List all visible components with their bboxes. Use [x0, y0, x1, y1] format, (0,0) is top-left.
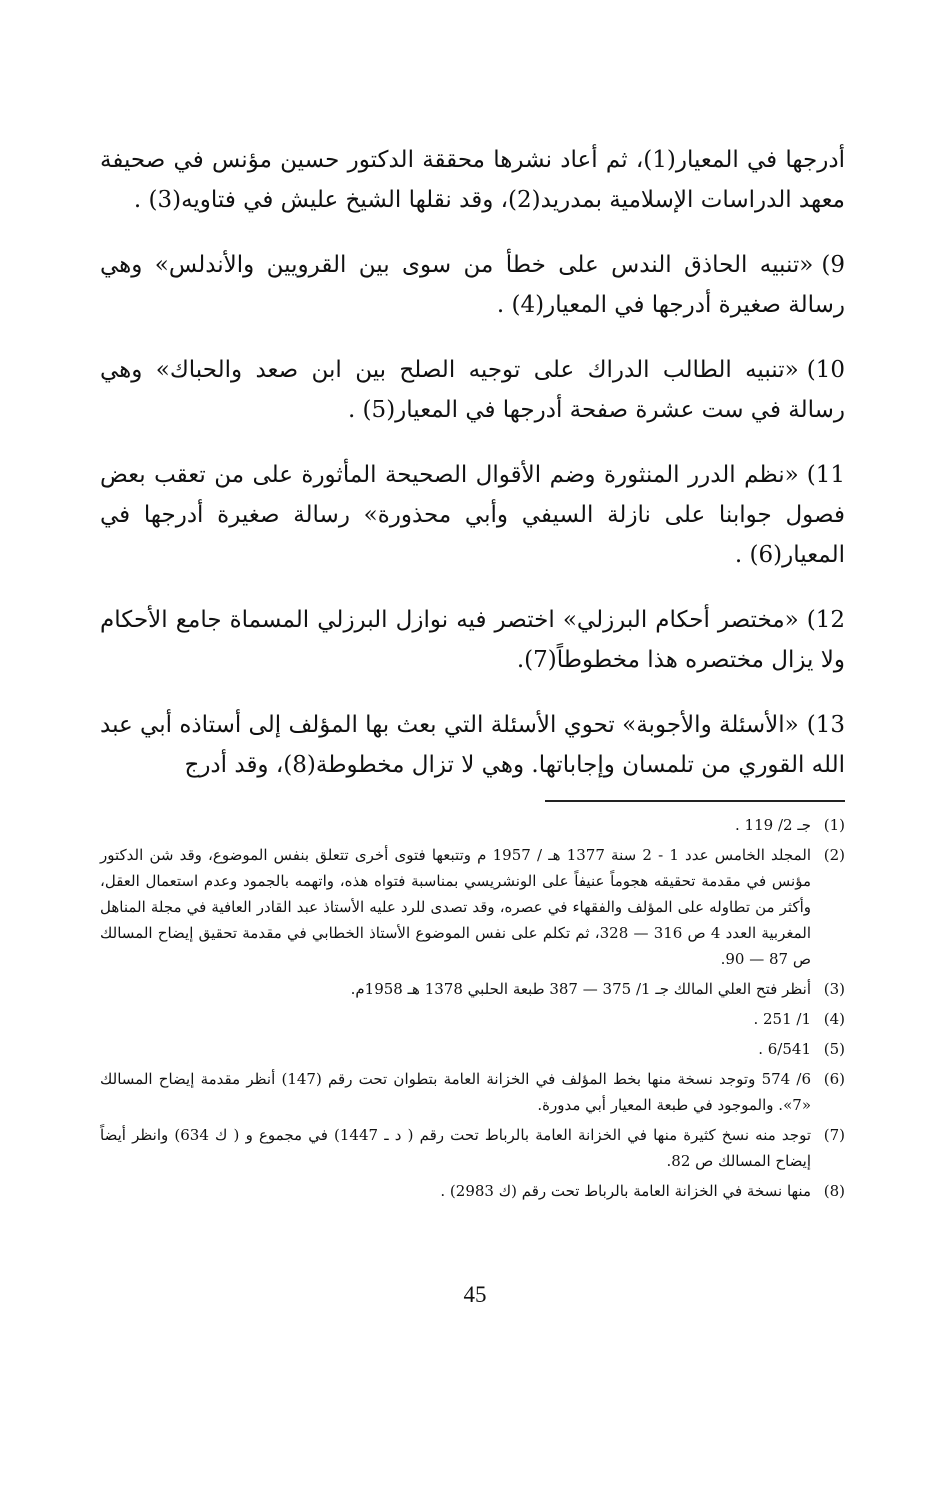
- footnote-number: (2): [823, 846, 845, 864]
- footnote-number: (7): [823, 1126, 845, 1144]
- footnote: (7) توجد منه نسخ كثيرة منها في الخزانة العامة بالرباط تحت رقم ( د ـ 1447) في مجموع و ( ك 634) وانظر أيضاً إيضاح المسالك ص 82.: [100, 1122, 845, 1174]
- footnote-number: (6): [823, 1070, 845, 1088]
- paragraph-item-12: 12)«مختصر أحكام البرزلي» اختصر فيه نوازل البرزلي المسماة جامع الأحكام ولا يزال مختصره هذا مخطوطاً(7).: [100, 607, 845, 673]
- paragraph-continuation: أدرجها في المعيار(1)، ثم أعاد نشرها محققة الدكتور حسين مؤنس في صحيفة معهد الدراسات الإسلامية بمدريد(2)، وقد نقلها الشيخ عليش في فتاويه(3) .: [100, 147, 845, 213]
- footnote: (5) 6/541 .: [100, 1036, 845, 1062]
- footnote-number: (8): [823, 1182, 845, 1200]
- item-number: 10): [806, 357, 845, 383]
- page-number: 45: [463, 1282, 487, 1307]
- footnote: (6) 6/ 574 وتوجد نسخة منها بخط المؤلف في الخزانة العامة بتطوان تحت رقم (147) أنظر مقدمة إيضاح المسالك «7». والموجود في طبعة المعيار أبي مدورة.: [100, 1066, 845, 1118]
- item-number: 13): [806, 712, 845, 738]
- paragraph-item-13: 13)«الأسئلة والأجوبة» تحوي الأسئلة التي بعث بها المؤلف إلى أستاذه أبي عبد الله القوري من تلمسان وإجاباتها. وهي لا تزال مخطوطة(8)، وقد أدرج: [100, 712, 845, 778]
- footnote: (1) جـ 2/ 119 .: [100, 812, 845, 838]
- footnotes: [100, 812, 845, 1208]
- item-number: 9): [821, 252, 845, 278]
- main-text: [100, 140, 845, 810]
- footnote: (3) أنظر فتح العلي المالك جـ 1/ 375 — 387 طبعة الحلبي 1378 هـ 1958م.: [100, 976, 845, 1002]
- item-number: 11): [806, 462, 845, 488]
- footnote-number: (5): [823, 1040, 845, 1058]
- footnote-number: (1): [823, 816, 845, 834]
- footnote-separator: [545, 800, 845, 802]
- footnote: (2) المجلد الخامس عدد 1 - 2 سنة 1377 هـ / 1957 م وتتبعها فتوى أخرى تتعلق بنفس الموضوع، وقد شن الدكتور مؤنس في مقدمة تحقيقه هجوماً عنيفاً على الونشريسي بمناسبة فتواه هذه، واتهمه بالجمود وعدم استعمال العقل، وأكثر من تطاوله على المؤلف والفقهاء في عصره، وقد تصدى للرد عليه الأستاذ عبد القادر العافية في مجلة المناهل المغربية العدد 4 ص 316 — 328، ثم تكلم على نفس الموضوع الأستاذ الخطابي في مقدمة تحقيق إيضاح المسالك ص 87 — 90.: [100, 842, 845, 972]
- paragraph-item-11: 11)«نظم الدرر المنثورة وضم الأقوال الصحيحة المأثورة على من تعقب بعض فصول جوابنا على نازلة السيفي وأبي محذورة» رسالة صغيرة أدرجها في المعيار(6) .: [100, 462, 845, 568]
- footnote: (4) 1/ 251 .: [100, 1006, 845, 1032]
- paragraph-item-10: 10)«تنبيه الطالب الدراك على توجيه الصلح بين ابن صعد والحباك» وهي رسالة في ست عشرة صفحة أدرجها في المعيار(5) .: [100, 357, 845, 423]
- footnote: (8) منها نسخة في الخزانة العامة بالرباط تحت رقم (ك 2983) .: [100, 1178, 845, 1204]
- footnote-number: (4): [823, 1010, 845, 1028]
- item-number: 12): [806, 607, 845, 633]
- paragraph-item-9: 9)«تنبيه الحاذق الندس على خطأ من سوى بين القرويين والأندلس» وهي رسالة صغيرة أدرجها في المعيار(4) .: [100, 252, 845, 318]
- footnote-number: (3): [823, 980, 845, 998]
